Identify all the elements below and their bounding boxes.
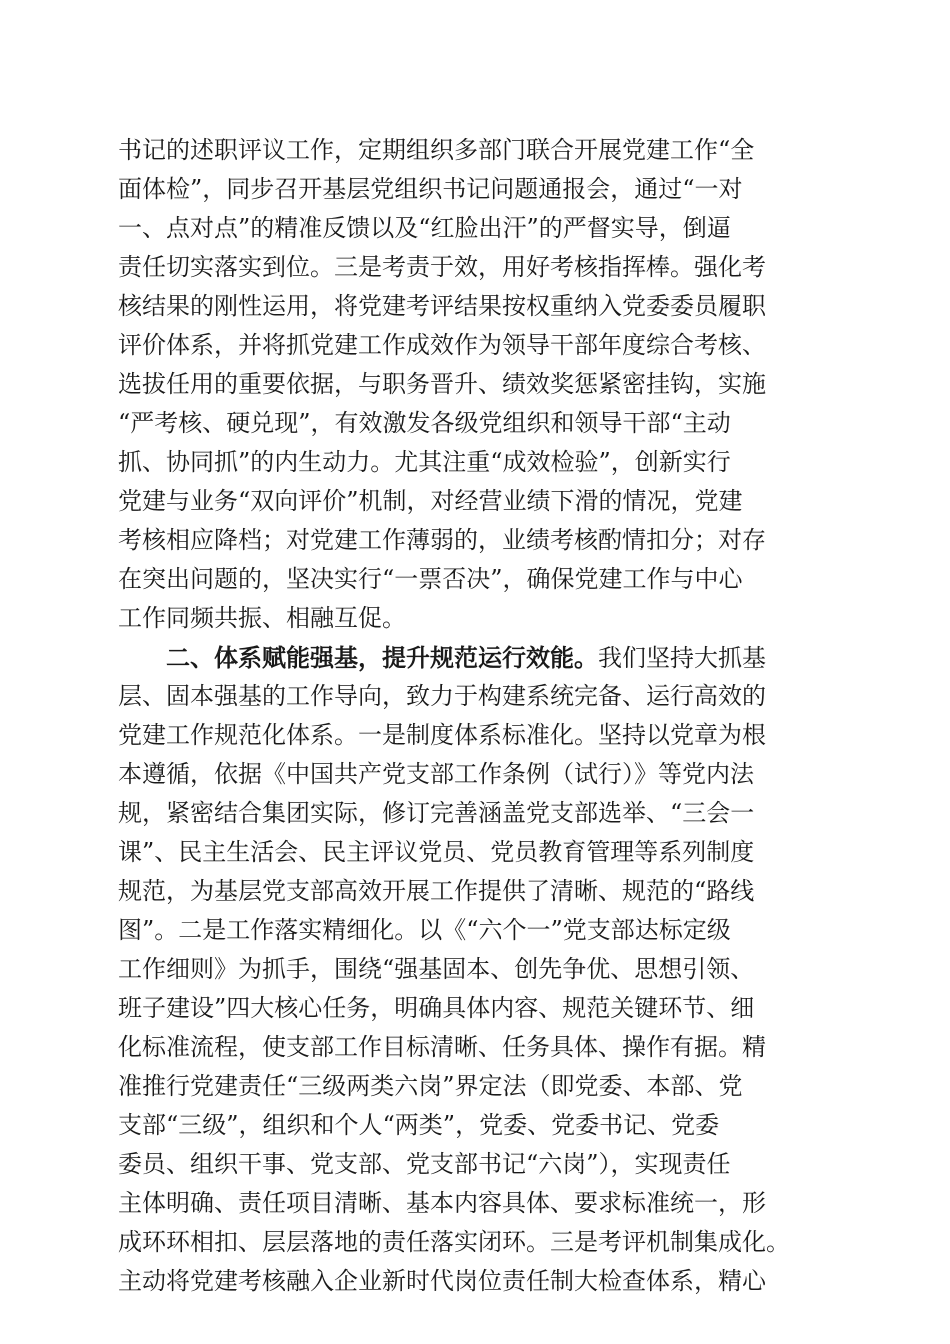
section-heading-rest: 我们坚持大抓基 bbox=[598, 644, 766, 672]
text-line: 抓、协同抓”的内生动力。尤其注重“成效检验”，创新实行 bbox=[118, 448, 731, 476]
text-line: 主体明确、责任项目清晰、基本内容具体、要求标准统一，形 bbox=[118, 1189, 766, 1217]
document-body bbox=[118, 131, 833, 1301]
text-line: 评价体系，并将抓党建工作成效作为领导干部年度综合考核、 bbox=[118, 331, 766, 359]
text-line: 规，紧密结合集团实际，修订完善涵盖党支部选举、“三会一 bbox=[118, 799, 755, 827]
text-line: 主动将党建考核融入企业新时代岗位责任制大检查体系，精心 bbox=[118, 1267, 766, 1295]
text-line: 一、点对点”的精准反馈以及“红脸出汗”的严督实导，倒逼 bbox=[118, 214, 731, 242]
text-line: 本遵循，依据《中国共产党支部工作条例（试行）》等党内法 bbox=[118, 760, 754, 788]
text-line: 成环环相扣、层层落地的责任落实闭环。三是考评机制集成化。 bbox=[118, 1228, 790, 1256]
text-line: 委员、组织干事、党支部、党支部书记“六岗”），实现责任 bbox=[118, 1150, 731, 1178]
text-line: 层、固本强基的工作导向，致力于构建系统完备、运行高效的 bbox=[118, 682, 766, 710]
text-line: 党建与业务“双向评价”机制，对经营业绩下滑的情况，党建 bbox=[118, 487, 743, 515]
text-line: 责任切实落实到位。三是考责于效，用好考核指挥棒。强化考 bbox=[118, 253, 766, 281]
text-line: 选拔任用的重要依据，与职务晋升、绩效奖惩紧密挂钩，实施 bbox=[118, 370, 766, 398]
section-heading: 二、体系赋能强基，提升规范运行效能。 bbox=[166, 643, 598, 672]
text-line: “严考核、硬兑现”，有效激发各级党组织和领导干部“主动 bbox=[118, 409, 731, 437]
text-line: 准推行党建责任“三级两类六岗”界定法（即党委、本部、党 bbox=[118, 1072, 743, 1100]
text-line: 考核相应降档；对党建工作薄弱的，业绩考核酌情扣分；对存 bbox=[118, 526, 766, 554]
text-line: 班子建设”四大核心任务，明确具体内容、规范关键环节、细 bbox=[118, 994, 755, 1022]
text-line: 课”、民主生活会、民主评议党员、党员教育管理等系列制度 bbox=[118, 838, 755, 866]
text-line: 支部“三级”，组织和个人“两类”，党委、党委书记、党委 bbox=[118, 1111, 720, 1139]
text-line: 书记的述职评议工作，定期组织多部门联合开展党建工作“全 bbox=[118, 136, 755, 164]
text-line: 党建工作规范化体系。一是制度体系标准化。坚持以党章为根 bbox=[118, 721, 766, 749]
section-heading-line bbox=[118, 638, 833, 677]
text-line: 面体检”，同步召开基层党组织书记问题通报会，通过“一对 bbox=[118, 175, 743, 203]
text-line: 规范，为基层党支部高效开展工作提供了清晰、规范的“路线 bbox=[118, 877, 755, 905]
text-line: 化标准流程，使支部工作目标清晰、任务具体、操作有据。精 bbox=[118, 1033, 766, 1061]
text-line: 工作细则》为抓手，围绕“强基固本、创先争优、思想引领、 bbox=[118, 955, 755, 983]
text-line: 在突出问题的，坚决实行“一票否决”，确保党建工作与中心 bbox=[118, 565, 743, 593]
text-line: 工作同频共振、相融互促。 bbox=[118, 604, 406, 632]
text-line: 图”。二是工作落实精细化。以《“六个一”党支部达标定级 bbox=[118, 916, 731, 944]
text-line: 核结果的刚性运用，将党建考评结果按权重纳入党委委员履职 bbox=[118, 292, 766, 320]
